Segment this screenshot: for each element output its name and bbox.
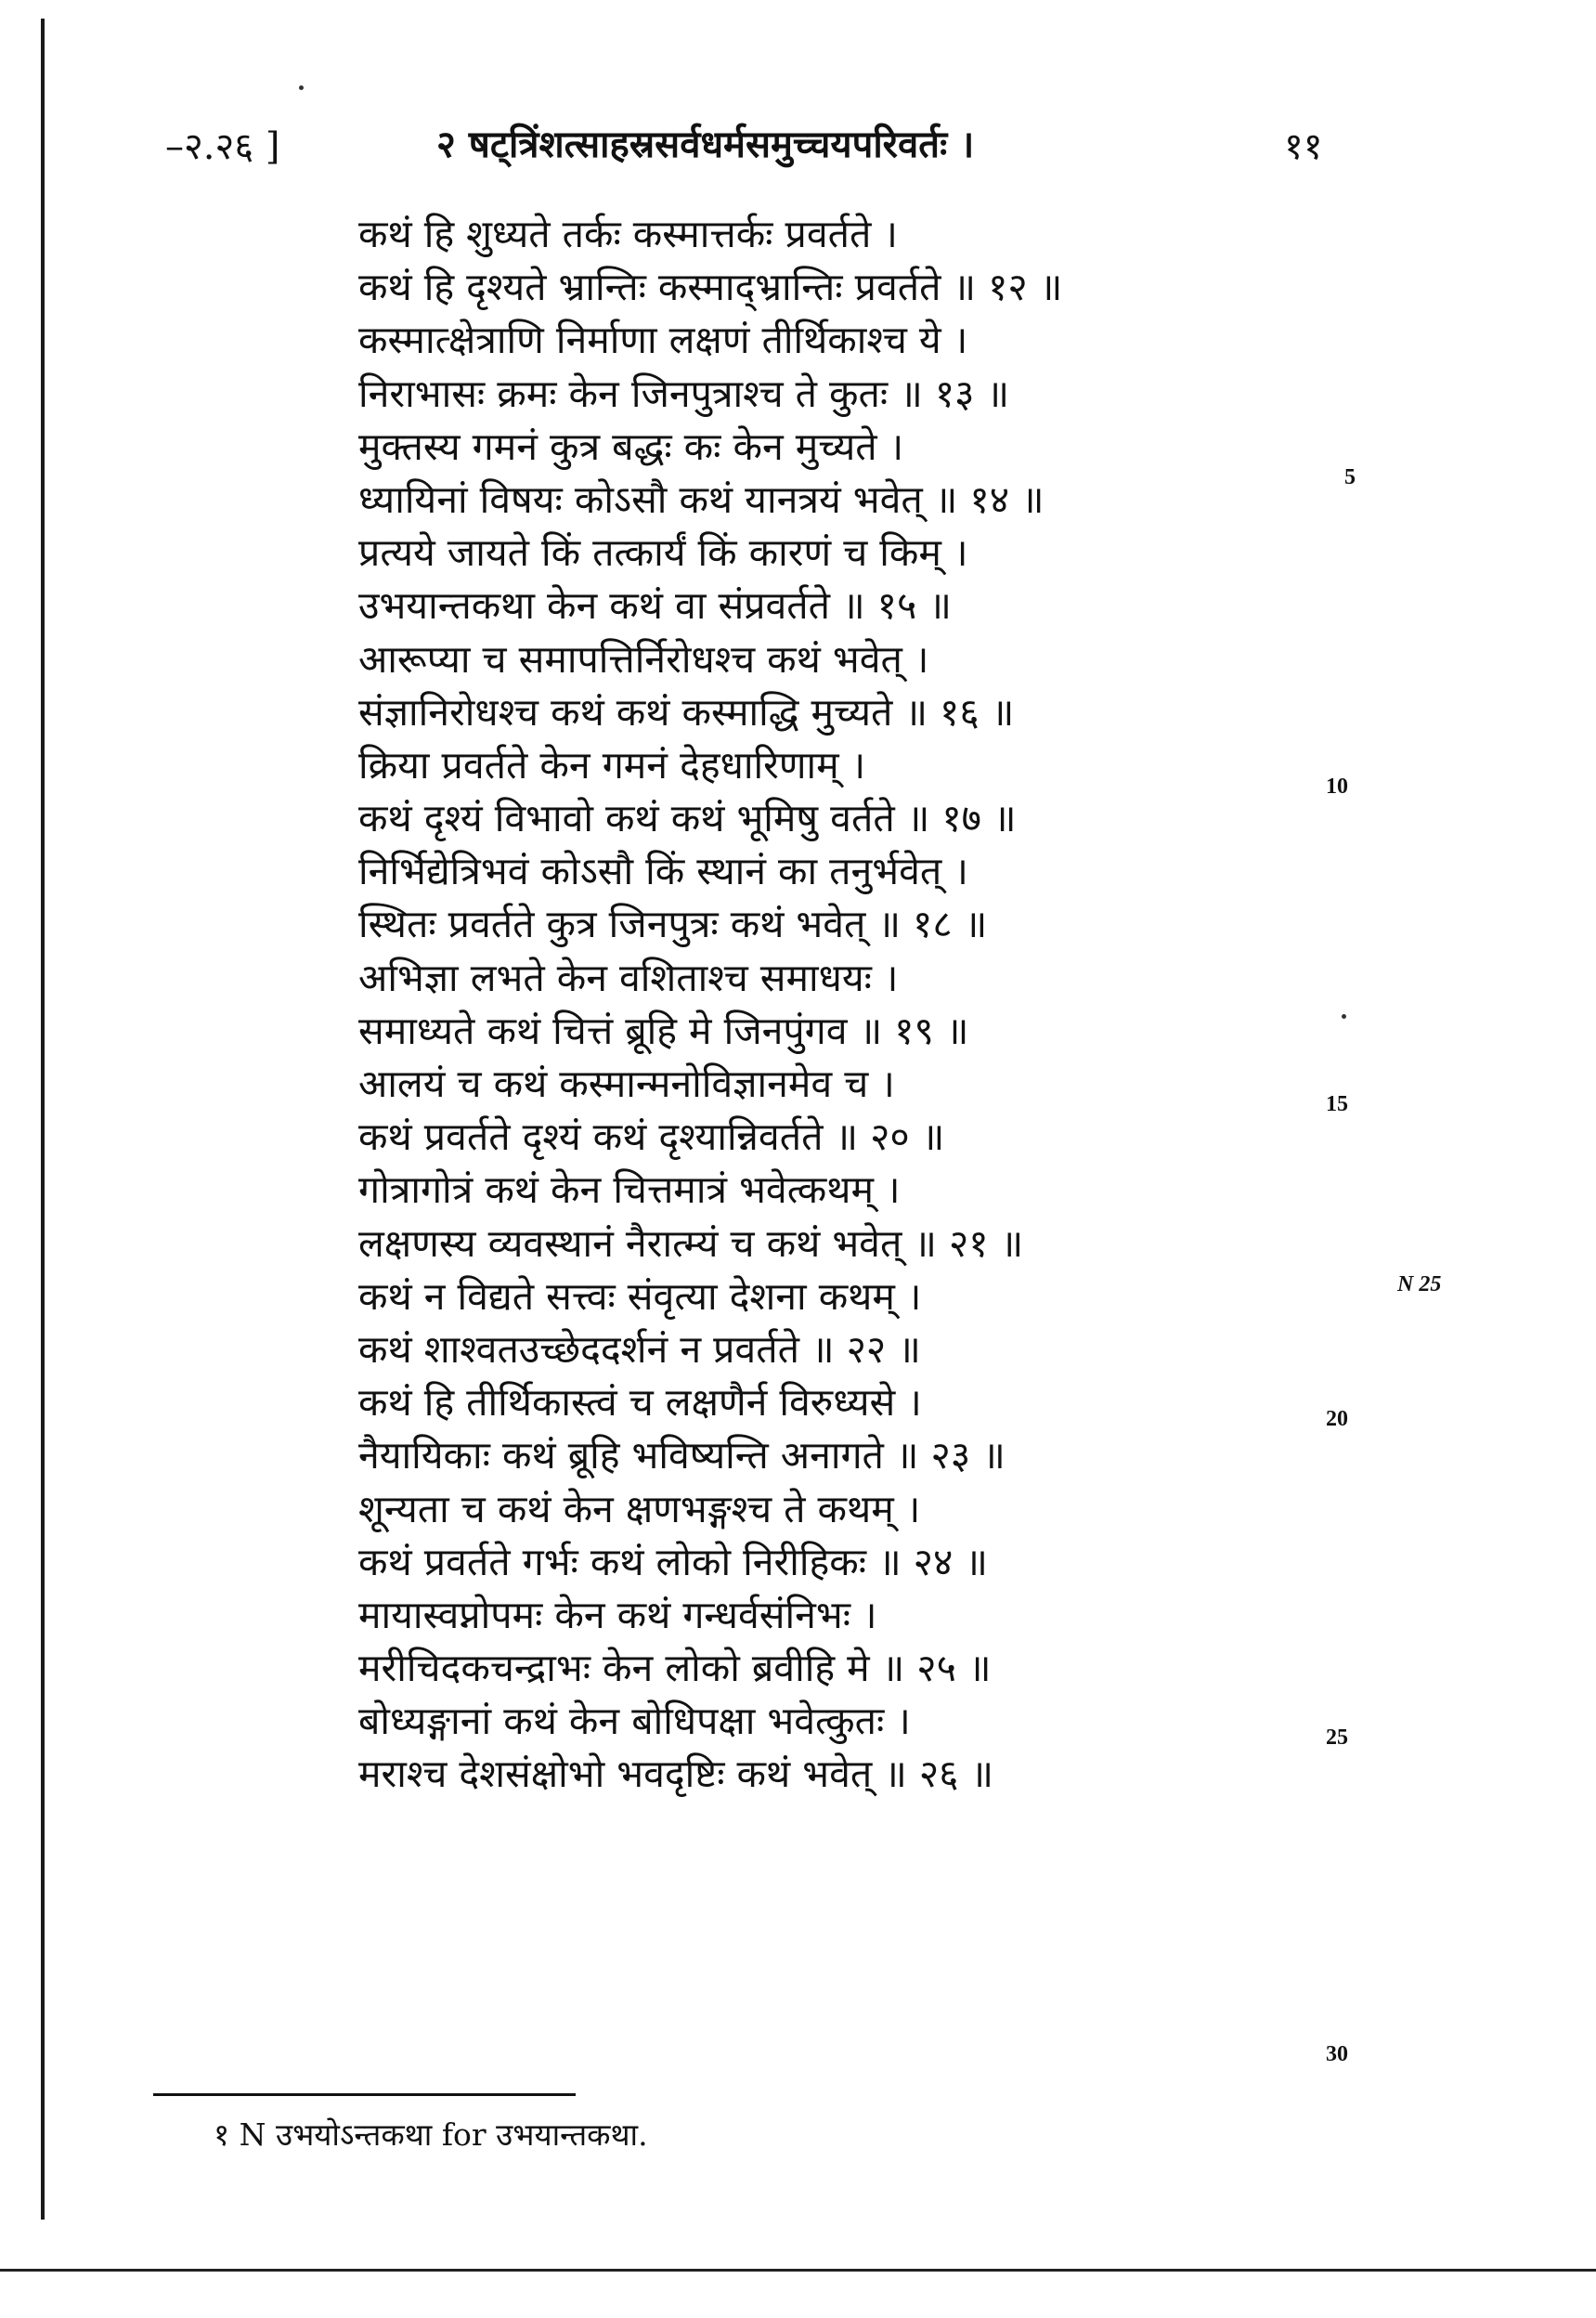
verse-line: मराश्च देशसंक्षोभो भवदृष्टिः कथं भवेत् ॥ २६ ॥ [358,1752,994,1797]
margin-line-number: 10 [1326,775,1348,799]
verse-line: संज्ञानिरोधश्च कथं कथं कस्माद्धि मुच्यते ॥ १६ ॥ [358,689,1015,735]
stray-mark [299,85,304,90]
margin-line-number: 30 [1326,2042,1348,2066]
verse-line: ध्यायिनां विषयः कोऽसौ कथं यानत्रयं भवेत् ॥ १४ ॥ [358,476,1045,522]
verse-line: बोध्यङ्गानां कथं केन बोधिपक्षा भवेत्कुतः । [358,1699,911,1744]
manuscript-page-ref: N 25 [1397,1272,1442,1296]
footnote: १ N उभयोऽन्तकथा for उभयान्तकथा. [214,2116,648,2153]
verse-line: आरूप्या च समापत्तिर्निरोधश्च कथं भवेत् । [358,636,929,682]
verse-line: कथं हि शुध्यते तर्कः कस्मात्तर्कः प्रवर्तते । [358,212,898,256]
stray-mark [1342,1014,1346,1019]
verse-line: कथं हि तीर्थिकास्त्वं च लक्षणैर्न विरुध्यसे । [358,1380,922,1426]
margin-line-number: 15 [1326,1092,1348,1116]
verse-line: मायास्वप्नोपमः केन कथं गन्धर्वसंनिभः । [358,1592,877,1637]
verse-line: कथं शाश्वतउच्छेददर्शनं न प्रवर्तते ॥ २२ ॥ [358,1326,921,1372]
verse-line: कथं प्रवर्तते दृश्यं कथं दृश्यान्निवर्तते ॥ २० ॥ [358,1114,945,1160]
verse-line: समाध्यते कथं चित्तं ब्रूहि मे जिनपुंगव ॥ १९ ॥ [358,1008,969,1053]
verse-line: कथं न विद्यते सत्त्वः संवृत्या देशना कथम् । [358,1273,922,1319]
verse-line: अभिज्ञा लभते केन वशिताश्च समाधयः । [358,955,899,1000]
verse-line: लक्षणस्य व्यवस्थानं नैरात्म्यं च कथं भवेत् ॥ २१ ॥ [358,1220,1024,1266]
verse-line: कथं प्रवर्तते गर्भः कथं लोको निरीहिकः ॥ २४ ॥ [358,1539,988,1584]
verse-line: कथं दृश्यं विभावो कथं कथं भूमिषु वर्तते ॥ १७ ॥ [358,796,1017,841]
verse-line: निराभासः क्रमः केन जिनपुत्राश्च ते कुतः ॥ १३ ॥ [358,371,1010,416]
verse-block [358,208,1287,1802]
left-page-border [41,19,45,2220]
verse-line: नैयायिकाः कथं ब्रूहि भविष्यन्ति अनागते ॥ २३ ॥ [358,1433,1006,1478]
margin-line-number: 20 [1326,1407,1348,1431]
verse-line: कथं हि दृश्यते भ्रान्तिः कस्माद्भ्रान्तिः प्रवर्तते ॥ १२ ॥ [358,265,1063,310]
header-page-number: ११ [1284,125,1323,168]
margin-line-number: 25 [1326,1725,1348,1750]
verse-line: क्रिया प्रवर्तते केन गमनं देहधारिणाम् । [358,742,866,788]
verse-line: आलयं च कथं कस्मान्मनोविज्ञानमेव च । [358,1061,895,1106]
verse-line: निर्भिद्येत्रिभवं कोऽसौ किं स्थानं का तनुर्भवेत् । [358,849,968,894]
verse-line: कस्मात्क्षेत्राणि निर्माणा लक्षणं तीर्थिकाश्च ये । [358,318,968,363]
margin-line-number: 5 [1344,465,1356,489]
header-section-ref: –२.२६ ] [165,125,280,168]
verse-line: प्रत्यये जायते किं तत्कार्यं किं कारणं च किम् । [358,530,968,576]
verse-line: गोत्रागोत्रं कथं केन चित्तमात्रं भवेत्कथम् । [358,1167,901,1213]
verse-line: शून्यता च कथं केन क्षणभङ्गश्च ते कथम् । [358,1486,921,1531]
verse-line: मरीचिदकचन्द्राभः केन लोको ब्रवीहि मे ॥ २५ ॥ [358,1646,992,1691]
verse-line: उभयान्तकथा केन कथं वा संप्रवर्तते ॥ १५ ॥ [358,583,952,629]
verse-line: मुक्तस्य गमनं कुत्र बद्धः कः केन मुच्यते । [358,423,904,469]
footnote-divider [153,2093,576,2096]
verse-line: स्थितः प्रवर्तते कुत्र जिनपुत्रः कथं भवेत् ॥ १८ ॥ [358,902,988,947]
header-chapter-title: २ षट्त्रिंशत्साहस्रसर्वधर्मसमुच्चयपरिवर्तः । [436,123,975,166]
bottom-page-rule [0,2269,1596,2272]
